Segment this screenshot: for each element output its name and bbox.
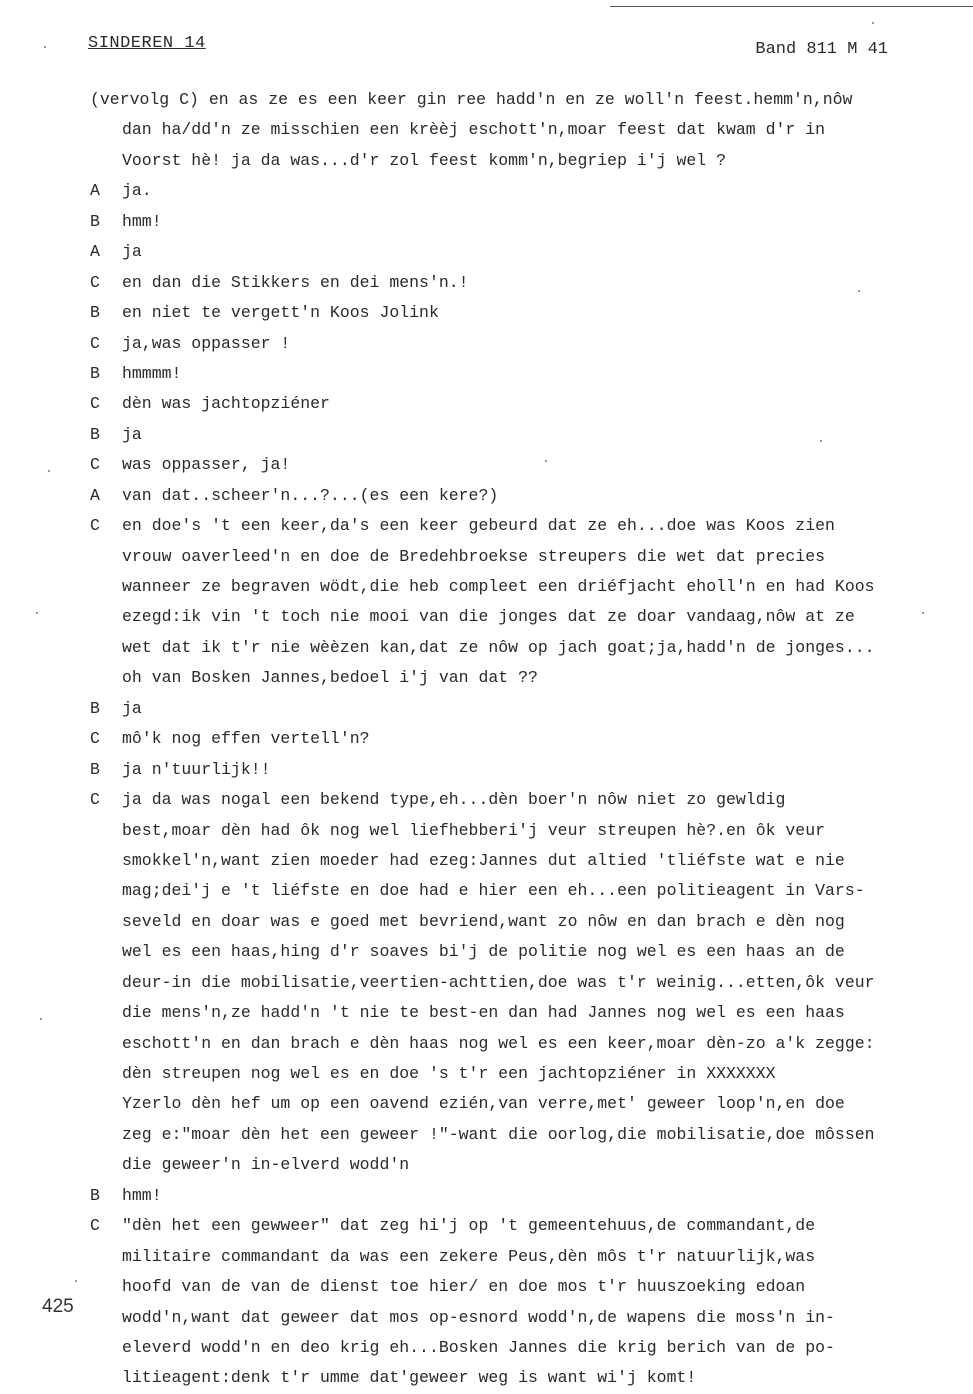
speaker-label: A [90,242,100,262]
scan-speck [40,1018,42,1020]
transcript-line [90,450,940,480]
transcript-line [90,846,940,876]
band-reference: Band 811 M 41 [755,40,888,59]
speaker-label: B [90,211,100,231]
line-text: ja [122,424,142,444]
transcript-line [90,785,940,815]
line-text: mô'k nog effen vertell'n? [122,729,370,749]
speaker-label: C [90,516,100,536]
line-text: die geweer'n in-elverd wodd'n [122,1155,410,1175]
transcript-line [90,176,940,206]
line-text: en niet te vergett'n Koos Jolink [122,303,439,323]
speaker-label: C [90,333,100,353]
speaker-label: C [90,729,100,749]
line-text: hmm! [122,1185,162,1205]
line-text: hmm! [122,211,162,231]
line-text: ja da was nogal een bekend type,eh...dèn boer'n nôw niet zo gewldig [122,790,786,810]
line-text: was oppasser, ja! [122,455,291,475]
line-text: die mens'n,ze hadd'n 't nie te best-en dan had Jannes nog wel es een haas [122,1003,845,1023]
transcript-line [90,1029,940,1059]
line-text: en dan die Stikkers en dei mens'n.! [122,272,469,292]
line-text: "dèn het een gewweer" dat zeg hi'j op 't gemeentehuus,de commandant,de [122,1216,816,1236]
transcript-line [90,755,940,785]
transcript-line [90,937,940,967]
speaker-label: C [90,394,100,414]
line-text: oh van Bosken Jannes,bedoel i'j van dat ?? [122,668,538,688]
speaker-label: B [90,1185,100,1205]
transcript-line [90,389,940,419]
scan-speck [36,612,38,614]
line-text: mag;dei'j e 't liéfste en doe had e hier een eh...een politieagent in Vars- [122,881,865,901]
line-text: militaire commandant da was een zekere Peus,dèn môs t'r natuurlijk,was [122,1246,816,1266]
speaker-label: B [90,698,100,718]
transcript-line [90,207,940,237]
line-text: (vervolg C) en as ze es een keer gin ree hadd'n en ze woll'n feest.hemm'n,nôw [90,90,853,109]
transcript-line [90,1211,940,1241]
scan-speck [858,290,860,292]
transcript-line [90,1059,940,1089]
transcript-line [90,1272,940,1302]
transcript-line [90,1363,940,1388]
line-text: best,moar dèn had ôk nog wel liefhebberi'j veur streupen hè?.en ôk veur [122,820,826,840]
transcript-line [90,816,940,846]
transcript-line [90,694,940,724]
line-text: vrouw oaverleed'n en doe de Bredehbroekse streupers die wet dat precies [122,546,826,566]
speaker-label: B [90,303,100,323]
transcript-line [90,85,940,115]
line-text: seveld en doar was e goed met bevriend,want zo nôw en dan brach e dèn nog [122,911,845,931]
transcript-line [90,907,940,937]
line-text: en doe's 't een keer,da's een keer gebeurd dat ze eh...doe was Koos zien [122,516,835,536]
transcript-line [90,1181,940,1211]
line-text: ja n'tuurlijk!! [122,759,271,779]
line-text: zeg e:"moar dèn het een geweer !"-want die oorlog,die mobilisatie,doe môssen [122,1124,875,1144]
line-text: hoofd van de van de dienst toe hier/ en doe mos t'r huuszoeking edoan [122,1277,806,1297]
transcript-line [90,633,940,663]
speaker-label: A [90,181,100,201]
transcript-line [90,1333,940,1363]
transcript-line [90,1089,940,1119]
line-text: wel es een haas,hing d'r soaves bi'j de politie nog wel es een haas an de [122,942,845,962]
speaker-label: C [90,272,100,292]
transcript-line [90,542,940,572]
line-text: wodd'n,want dat geweer dat mos op-esnord wodd'n,de wapens die moss'n in- [122,1307,835,1327]
transcript-line [90,1150,940,1180]
speaker-label: B [90,424,100,444]
speaker-label: C [90,455,100,475]
scan-speck [48,470,50,472]
speaker-label: C [90,1216,100,1236]
line-text: hmmmm! [122,363,182,383]
speaker-label: B [90,363,100,383]
transcript-line [90,298,940,328]
line-text: ja,was oppasser ! [122,333,291,353]
line-text: ja [122,242,142,262]
transcript-line [90,1303,940,1333]
line-text: ja [122,698,142,718]
scan-speck [44,46,46,48]
transcript-line [90,115,940,145]
line-text: eschott'n en dan brach e dèn haas nog wel es een keer,moar dèn-zo a'k zegge: [122,1033,875,1053]
page-title: SINDEREN 14 [88,34,206,53]
scan-speck [872,22,874,24]
transcript-line [90,876,940,906]
line-text: ezegd:ik vin 't toch nie mooi van die jonges dat ze doar vandaag,nôw at ze [122,607,855,627]
speaker-label: B [90,759,100,779]
line-text: van dat..scheer'n...?...(es een kere?) [122,485,499,505]
line-text: deur-in die mobilisatie,veertien-achttien,doe was t'r weinig...etten,ôk veur [122,972,875,992]
line-text: Yzerlo dèn hef um op een oavend ezién,van verre,met' geweer loop'n,en doe [122,1094,845,1114]
transcript-line [90,359,940,389]
scan-speck [545,460,547,462]
transcript-line [90,724,940,754]
line-text: wanneer ze begraven wödt,die heb compleet een driéfjacht eholl'n en had Koos [122,577,875,596]
transcript-line [90,998,940,1028]
transcript-line [90,420,940,450]
line-text: litieagent:denk t'r umme dat'geweer weg is want wi'j komt! [122,1368,697,1388]
line-text: ja. [122,181,152,201]
speaker-label: A [90,485,100,505]
transcript-line [90,511,940,541]
line-text: dèn streupen nog wel es en doe 's t'r een jachtopziéner in XXXXXXX [122,1064,776,1083]
transcript-line [90,572,940,602]
transcript-line [90,1120,940,1150]
transcript-line [90,663,940,693]
line-text: wet dat ik t'r nie wèèzen kan,dat ze nôw op jach goat;ja,hadd'n de jonges... [122,637,875,657]
transcript-line [90,146,940,176]
line-text: eleverd wodd'n en deo krig eh...Bosken Jannes die krig berich van de po- [122,1337,835,1357]
line-text: dèn was jachtopziéner [122,394,330,414]
line-text: dan ha/dd'n ze misschien een krèèj eschott'n,moar feest dat kwam d'r in [122,120,826,140]
line-text: smokkel'n,want zien moeder had ezeg:Jannes dut altied 'tliéfste wat e nie [122,850,845,870]
transcript-line [90,268,940,298]
scan-speck [922,612,924,614]
scan-speck [75,1280,77,1282]
transcript-line [90,1242,940,1272]
transcript-line [90,329,940,359]
transcript-line [90,481,940,511]
line-text: Voorst hè! ja da was...d'r zol feest komm'n,begriep i'j wel ? [122,150,726,170]
speaker-label: C [90,790,100,810]
transcript [90,85,940,1388]
margin-page-number: 425 [42,1296,74,1317]
transcript-line [90,968,940,998]
transcript-line [90,602,940,632]
header-rule [610,6,973,7]
transcript-line [90,237,940,267]
scan-speck [820,440,822,442]
